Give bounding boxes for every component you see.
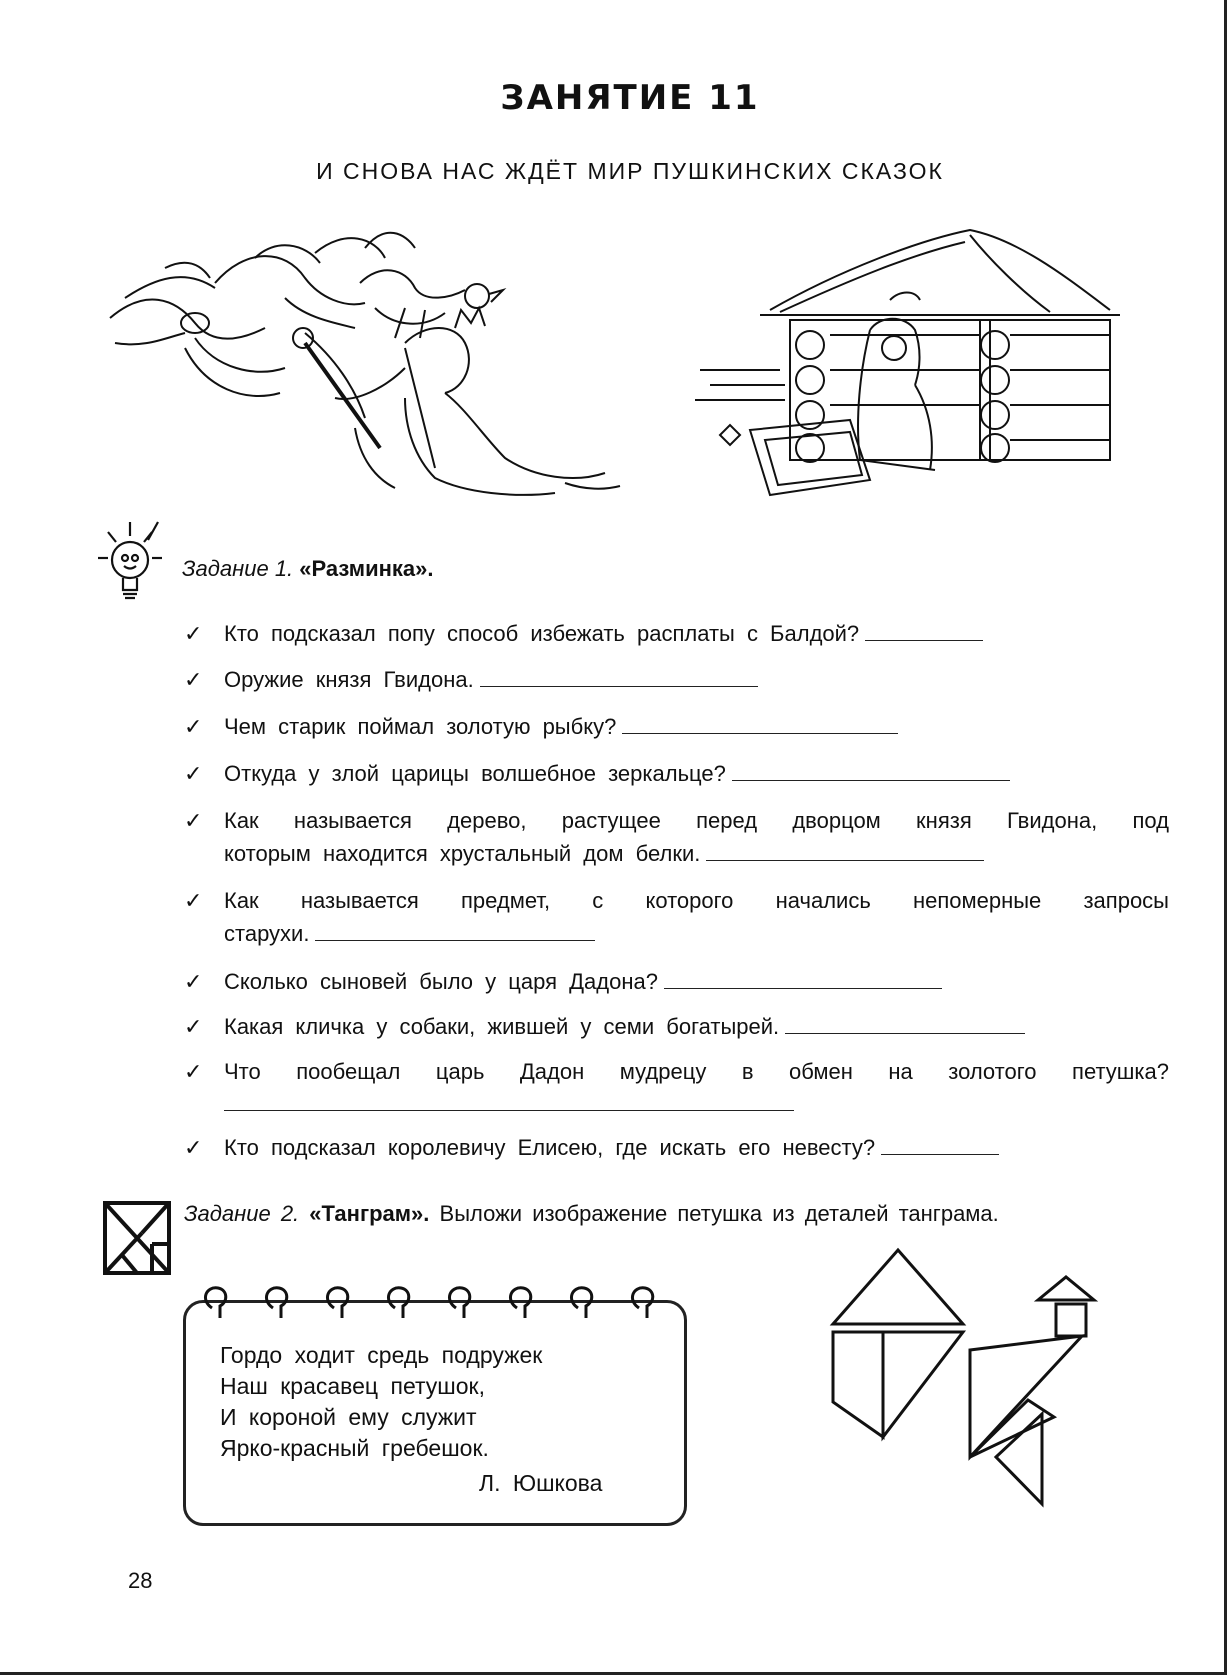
page-title: ЗАНЯТИЕ 11 bbox=[500, 78, 760, 118]
check-icon: ✓ bbox=[184, 761, 203, 786]
answer-line[interactable] bbox=[664, 966, 942, 989]
check-icon: ✓ bbox=[184, 969, 203, 994]
task2-text: Выложи изображение петушка из деталей танграма. bbox=[439, 1201, 999, 1226]
check-icon: ✓ bbox=[184, 888, 203, 913]
question-text: Кто подсказал попу способ избежать расплаты с Балдой? bbox=[224, 621, 860, 646]
task2-name: «Танграм». bbox=[309, 1201, 430, 1226]
poem-line: Ярко-красный гребешок. bbox=[220, 1435, 489, 1461]
question-text: Откуда у злой царицы волшебное зеркальце? bbox=[224, 761, 726, 786]
task2-heading bbox=[184, 1201, 999, 1227]
task2-label: Задание 2. bbox=[184, 1201, 300, 1226]
answer-line[interactable] bbox=[315, 918, 595, 941]
page-subtitle: И СНОВА НАС ЖДЁТ МИР ПУШКИНСКИХ СКАЗОК bbox=[316, 158, 944, 184]
check-icon: ✓ bbox=[184, 1059, 203, 1084]
poem-line: Наш красавец петушок, bbox=[220, 1373, 485, 1399]
page-number: 28 bbox=[128, 1568, 153, 1593]
check-icon: ✓ bbox=[184, 808, 203, 833]
question-text: Какая кличка у собаки, жившей у семи богатырей. bbox=[224, 1014, 780, 1039]
answer-line[interactable] bbox=[224, 1088, 794, 1111]
check-icon: ✓ bbox=[184, 1014, 203, 1039]
check-icon: ✓ bbox=[184, 714, 203, 739]
question-text: Кто подсказал королевичу Елисею, где искать его невесту? bbox=[224, 1135, 876, 1160]
answer-line[interactable] bbox=[732, 758, 1010, 781]
tangram-rooster-figure bbox=[828, 1242, 1128, 1542]
question-text: Как называется предмет, с которого начались непомерные запросы bbox=[224, 888, 1169, 913]
firebird-tsar-illustration bbox=[105, 228, 665, 518]
poem-author: Л. Юшкова bbox=[479, 1470, 603, 1496]
answer-line[interactable] bbox=[785, 1011, 1025, 1034]
poem-text bbox=[220, 1340, 542, 1464]
question-text: Сколько сыновей было у царя Дадона? bbox=[224, 969, 658, 994]
check-icon: ✓ bbox=[184, 1135, 203, 1160]
task1-name: «Разминка». bbox=[299, 556, 434, 581]
answer-line[interactable] bbox=[622, 711, 898, 734]
task1-label: Задание 1. bbox=[182, 556, 294, 581]
question-text: старухи. bbox=[224, 921, 310, 946]
lightbulb-icon bbox=[96, 518, 176, 610]
question-text: которым находится хрустальный дом белки. bbox=[224, 841, 701, 866]
answer-line[interactable] bbox=[881, 1132, 999, 1155]
answer-line[interactable] bbox=[706, 838, 984, 861]
check-icon: ✓ bbox=[184, 621, 203, 646]
poem-line: Гордо ходит средь подружек bbox=[220, 1342, 543, 1368]
old-woman-hut-illustration bbox=[690, 220, 1170, 520]
question-text: Оружие князя Гвидона. bbox=[224, 667, 474, 692]
answer-line[interactable] bbox=[480, 664, 758, 687]
notebook-rings-icon bbox=[200, 1282, 670, 1326]
question-text: Чем старик поймал золотую рыбку? bbox=[224, 714, 617, 739]
question-text: Как называется дерево, растущее перед дворцом князя Гвидона, под bbox=[224, 808, 1169, 833]
check-icon: ✓ bbox=[184, 667, 203, 692]
question-text: Что пообещал царь Дадон мудрецу в обмен на золотого петушка? bbox=[224, 1059, 1169, 1084]
tangram-icon bbox=[102, 1200, 172, 1276]
poem-line: И короной ему служит bbox=[220, 1404, 477, 1430]
answer-line[interactable] bbox=[865, 618, 983, 641]
task1-heading bbox=[182, 556, 434, 582]
